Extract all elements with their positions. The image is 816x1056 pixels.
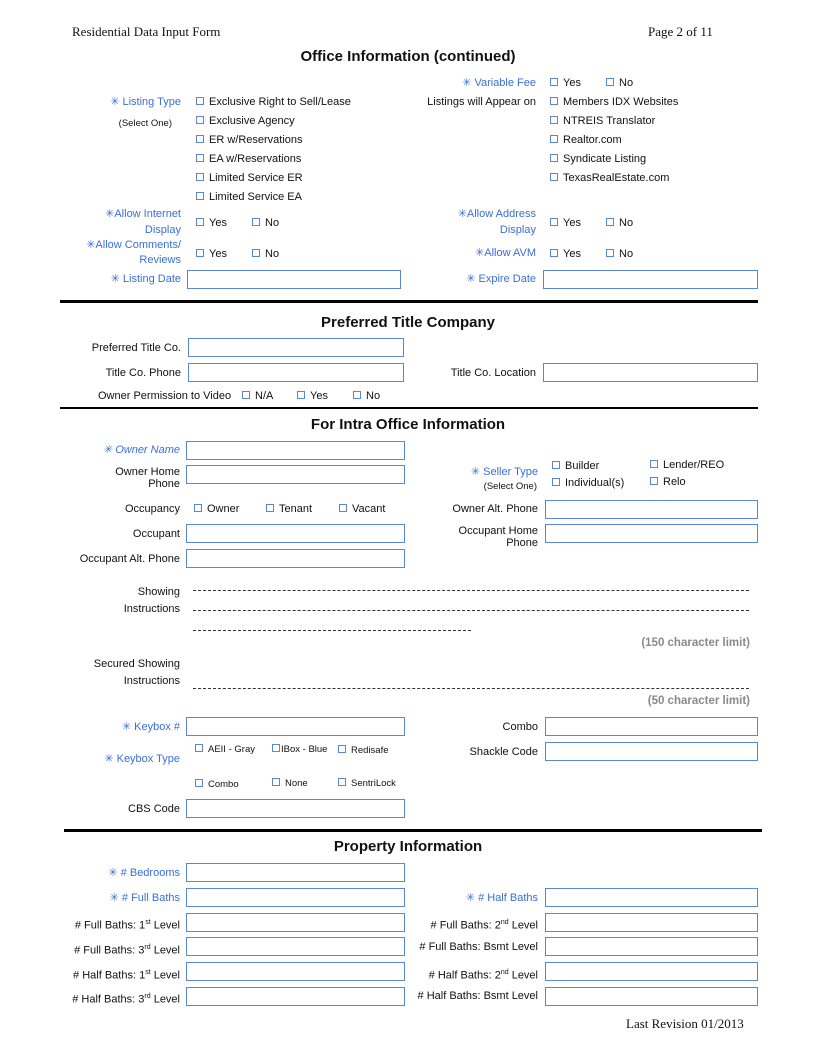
checkbox[interactable]	[650, 477, 658, 485]
owner-home-label-2: Phone	[148, 478, 180, 490]
checkbox[interactable]	[195, 779, 203, 787]
listing-date-input[interactable]	[187, 270, 401, 289]
showing-label-2: Instructions	[123, 603, 180, 615]
section-title-office: Office Information (continued)	[300, 48, 516, 65]
listing-type-option[interactable]: EA w/Reservations	[196, 153, 301, 165]
secured-showing-line[interactable]	[193, 688, 749, 689]
preferred-title-label: Preferred Title Co.	[91, 342, 181, 354]
occupant-home-label-2: Phone	[506, 537, 538, 549]
address-display-no[interactable]: No	[606, 217, 633, 229]
appear-on-option[interactable]: TexasRealEstate.com	[550, 172, 669, 184]
avm-yes[interactable]: Yes	[550, 248, 581, 260]
occupant-input[interactable]	[186, 524, 405, 543]
page-number: Page 2 of 11	[648, 24, 713, 39]
owner-alt-label: Owner Alt. Phone	[452, 503, 538, 515]
video-na[interactable]: N/A	[242, 390, 273, 402]
checkbox[interactable]	[550, 97, 558, 105]
full-baths-level2-input[interactable]	[545, 913, 758, 932]
seller-builder[interactable]: Builder	[552, 460, 599, 472]
keybox-type-label: ✳ Keybox Type	[104, 753, 180, 765]
cbs-code-label: CBS Code	[128, 803, 180, 815]
internet-display-yes[interactable]: Yes	[196, 217, 227, 229]
showing-line[interactable]	[193, 590, 749, 591]
seller-type-label: ✳ Seller Type	[470, 466, 538, 478]
avm-label: ✳Allow AVM	[475, 247, 536, 259]
checkbox[interactable]	[552, 461, 560, 469]
checkbox[interactable]	[196, 173, 204, 181]
checkbox[interactable]	[196, 97, 204, 105]
title-location-label: Title Co. Location	[450, 367, 536, 379]
full-baths-level2-label: # Full Baths: 2nd Level	[430, 919, 538, 932]
occupant-alt-input[interactable]	[186, 549, 405, 568]
full-baths-label: ✳ # Full Baths	[109, 892, 180, 904]
checkbox[interactable]	[550, 173, 558, 181]
checkbox[interactable]	[272, 744, 280, 752]
appear-on-label: Listings will Appear on	[427, 96, 536, 108]
comments-label-2: Reviews	[139, 254, 181, 266]
checkbox[interactable]	[550, 154, 558, 162]
full-baths-bsmt-input[interactable]	[545, 937, 758, 956]
appear-on-option[interactable]: Members IDX Websites	[550, 96, 678, 108]
full-baths-level1-label: # Full Baths: 1st Level	[74, 919, 180, 932]
keybox-none[interactable]: None	[272, 778, 308, 789]
appear-on-option[interactable]: Realtor.com	[550, 134, 622, 146]
half-baths-level3-label: # Half Baths: 3rd Level	[72, 993, 180, 1006]
full-baths-level1-input[interactable]	[186, 913, 405, 932]
half-baths-level1-input[interactable]	[186, 962, 405, 981]
video-yes[interactable]: Yes	[297, 390, 328, 402]
avm-no[interactable]: No	[606, 248, 633, 260]
checkbox[interactable]	[196, 192, 204, 200]
section-divider	[60, 300, 758, 303]
keybox-redisafe[interactable]: Redisafe	[338, 745, 389, 756]
occupant-alt-label: Occupant Alt. Phone	[79, 553, 180, 565]
section-title-property: Property Information	[333, 838, 483, 855]
expire-date-input[interactable]	[543, 270, 758, 289]
showing-label-1: Showing	[137, 586, 180, 598]
full-baths-level3-label: # Full Baths: 3rd Level	[74, 944, 180, 957]
title-phone-input[interactable]	[188, 363, 404, 382]
checkbox[interactable]	[196, 218, 204, 226]
owner-home-label-1: Owner Home	[115, 466, 180, 478]
comments-label-1: ✳Allow Comments/	[86, 239, 181, 251]
video-permission-label: Owner Permission to Video	[98, 390, 232, 402]
seller-type-note: (Select One)	[483, 481, 537, 492]
full-baths-input[interactable]	[186, 888, 405, 907]
keybox-ibox[interactable]: IBox - Blue	[272, 744, 327, 755]
section-divider	[60, 407, 758, 409]
half-baths-bsmt-input[interactable]	[545, 987, 758, 1006]
owner-home-input[interactable]	[186, 465, 405, 484]
checkbox[interactable]	[297, 391, 305, 399]
checkbox[interactable]	[194, 504, 202, 512]
last-revision: Last Revision 01/2013	[626, 1016, 744, 1031]
checkbox[interactable]	[266, 504, 274, 512]
checkbox[interactable]	[550, 135, 558, 143]
occupancy-tenant[interactable]: Tenant	[266, 503, 312, 515]
shackle-code-label: Shackle Code	[469, 746, 538, 758]
keybox-combo[interactable]: Combo	[195, 779, 239, 790]
checkbox[interactable]	[353, 391, 361, 399]
checkbox[interactable]	[196, 154, 204, 162]
appear-on-option[interactable]: Syndicate Listing	[550, 153, 646, 165]
full-baths-bsmt-label: # Full Baths: Bsmt Level	[419, 941, 538, 953]
secured-showing-label-1: Secured Showing	[93, 658, 180, 670]
occupant-label: Occupant	[132, 528, 180, 540]
video-no[interactable]: No	[353, 390, 380, 402]
variable-fee-label: ✳ Variable Fee	[462, 77, 536, 89]
half-baths-level2-input[interactable]	[545, 962, 758, 981]
checkbox[interactable]	[550, 218, 558, 226]
full-baths-level3-input[interactable]	[186, 937, 405, 956]
keybox-number-input[interactable]	[186, 717, 405, 736]
keybox-number-label: ✳ Keybox #	[121, 721, 180, 733]
variable-fee-no[interactable]: No	[606, 77, 633, 89]
checkbox[interactable]	[252, 218, 260, 226]
bedrooms-input[interactable]	[186, 863, 405, 882]
checkbox[interactable]	[338, 778, 346, 786]
checkbox[interactable]	[252, 249, 260, 257]
comments-yes[interactable]: Yes	[196, 248, 227, 260]
showing-line[interactable]	[193, 630, 471, 631]
secured-showing-label-2: Instructions	[123, 675, 180, 687]
checkbox[interactable]	[552, 478, 560, 486]
half-baths-level3-input[interactable]	[186, 987, 405, 1006]
listing-type-option[interactable]: Limited Service ER	[196, 172, 303, 184]
showing-line[interactable]	[193, 610, 749, 611]
listing-type-option[interactable]: Exclusive Agency	[196, 115, 295, 127]
expire-date-label: ✳ Expire Date	[466, 273, 536, 285]
appear-on-option[interactable]: NTREIS Translator	[550, 115, 655, 127]
occupancy-label: Occupancy	[124, 503, 180, 515]
checkbox[interactable]	[242, 391, 250, 399]
keybox-sentrilock[interactable]: SentriLock	[338, 778, 396, 789]
listing-type-label: ✳ Listing Type	[110, 96, 181, 108]
seller-relo[interactable]: Relo	[650, 476, 686, 488]
section-title-title-company: Preferred Title Company	[321, 314, 495, 331]
char-limit-50: (50 character limit)	[647, 695, 750, 707]
shackle-code-input[interactable]	[545, 742, 758, 761]
checkbox[interactable]	[606, 78, 614, 86]
title-phone-label: Title Co. Phone	[105, 367, 181, 379]
listing-date-label: ✳ Listing Date	[110, 273, 181, 285]
checkbox[interactable]	[650, 460, 658, 468]
seller-lender[interactable]: Lender/REO	[650, 459, 724, 471]
checkbox[interactable]	[196, 116, 204, 124]
owner-name-input[interactable]	[186, 441, 405, 460]
checkbox[interactable]	[606, 249, 614, 257]
internet-display-label-1: ✳Allow Internet	[105, 208, 181, 220]
occupant-home-label-1: Occupant Home	[458, 525, 538, 537]
checkbox[interactable]	[196, 249, 204, 257]
half-baths-input[interactable]	[545, 888, 758, 907]
form-name: Residential Data Input Form	[72, 24, 221, 39]
char-limit-150: (150 character limit)	[641, 637, 750, 649]
address-display-label-2: Display	[499, 224, 536, 236]
occupancy-vacant[interactable]: Vacant	[339, 503, 385, 515]
owner-alt-input[interactable]	[545, 500, 758, 519]
internet-display-label-2: Display	[144, 224, 181, 236]
combo-input[interactable]	[545, 717, 758, 736]
internet-display-no[interactable]: No	[252, 217, 279, 229]
checkbox[interactable]	[606, 218, 614, 226]
half-baths-label: ✳ # Half Baths	[465, 892, 538, 904]
address-display-yes[interactable]: Yes	[550, 217, 581, 229]
checkbox[interactable]	[196, 135, 204, 143]
section-divider	[64, 829, 762, 832]
listing-type-option[interactable]: Exclusive Right to Sell/Lease	[196, 96, 351, 108]
occupant-home-input[interactable]	[545, 524, 758, 543]
preferred-title-input[interactable]	[188, 338, 404, 357]
seller-individual[interactable]: Individual(s)	[552, 477, 624, 489]
checkbox[interactable]	[272, 778, 280, 786]
occupancy-owner[interactable]: Owner	[194, 503, 239, 515]
checkbox[interactable]	[195, 744, 203, 752]
half-baths-level1-label: # Half Baths: 1st Level	[73, 969, 180, 982]
bedrooms-label: ✳ # Bedrooms	[108, 867, 180, 879]
listing-type-option[interactable]: Limited Service EA	[196, 191, 302, 203]
comments-no[interactable]: No	[252, 248, 279, 260]
combo-label: Combo	[502, 721, 538, 733]
checkbox[interactable]	[339, 504, 347, 512]
checkbox[interactable]	[338, 745, 346, 753]
variable-fee-yes[interactable]: Yes	[550, 77, 581, 89]
section-title-intra-office: For Intra Office Information	[310, 416, 506, 433]
checkbox[interactable]	[550, 78, 558, 86]
checkbox[interactable]	[550, 116, 558, 124]
half-baths-level2-label: # Half Baths: 2nd Level	[428, 969, 538, 982]
title-location-input[interactable]	[543, 363, 758, 382]
half-baths-bsmt-label: # Half Baths: Bsmt Level	[417, 990, 538, 1002]
checkbox[interactable]	[550, 249, 558, 257]
address-display-label-1: ✳Allow Address	[457, 208, 536, 220]
cbs-code-input[interactable]	[186, 799, 405, 818]
keybox-aeii[interactable]: AEII - Gray	[195, 744, 255, 755]
listing-type-option[interactable]: ER w/Reservations	[196, 134, 303, 146]
owner-name-label: ✳ Owner Name	[102, 444, 180, 456]
listing-type-note: (Select One)	[118, 118, 172, 129]
